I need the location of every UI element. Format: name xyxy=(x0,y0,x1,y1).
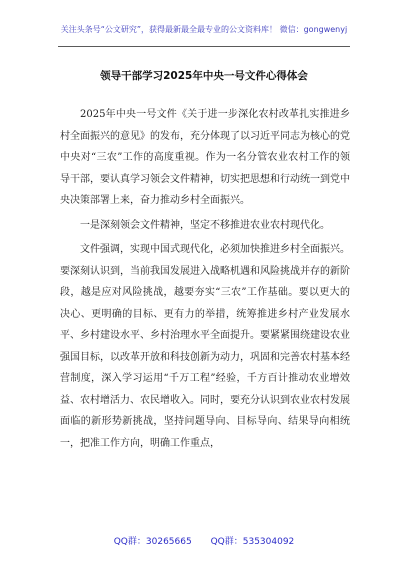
footer-contact xyxy=(0,534,408,547)
document-body xyxy=(60,104,350,457)
promo-header: 关注头条号“公文研究”，获得最新最全最专业的公文资料库！ 微信：gongwenyj xyxy=(60,25,348,34)
header-divider xyxy=(58,46,350,47)
paragraph-heading-one: 一是深刻领会文件精神，坚定不移推进农业农村现代化。 xyxy=(80,219,330,231)
qq-group-2: QQ群：535304092 xyxy=(210,537,295,547)
document-title: 领导干部学习2025年中央一号文件心得体会 xyxy=(100,70,308,82)
qq-group-1: QQ群：30265665 xyxy=(113,537,192,547)
paragraph-main: 文件强调，实现中国式现代化，必须加快推进乡村全面振兴。要深刻认识到，当前我国发展进入战略机遇和风险挑战并存的新阶段，越是应对风险挑战，越要夯实“三农”工作基础。要以更大的决心、更明确的目标、更有力的举措，统筹推进乡村产业发展水平、乡村建设水平、乡村治理水平全面提升。要紧紧围绕建设农业强国目标，以改革开放和科技创新为动力，巩固和完善农村基本经营制度，深入学习运用“千万工程”经验，千方百计推动农业增效益、农村增活力、农民增收入。同时，要充分认识到农业农村发展面临的新形势新挑战，坚持问题导向、目标导向、结果导向相统一，把准工作方向，明确工作重点， xyxy=(60,244,350,449)
paragraph-intro: 2025年中央一号文件《关于进一步深化农村改革扎实推进乡村全面振兴的意见》的发布，充分体现了以习近平同志为核心的党中央对“三农”工作的高度重视。作为一名分管农业农村工作的领导干部，要认真学习领会文件精神，切实把思想和行动统一到党中央决策部署上来，奋力推动乡村全面振兴。 xyxy=(60,109,350,206)
